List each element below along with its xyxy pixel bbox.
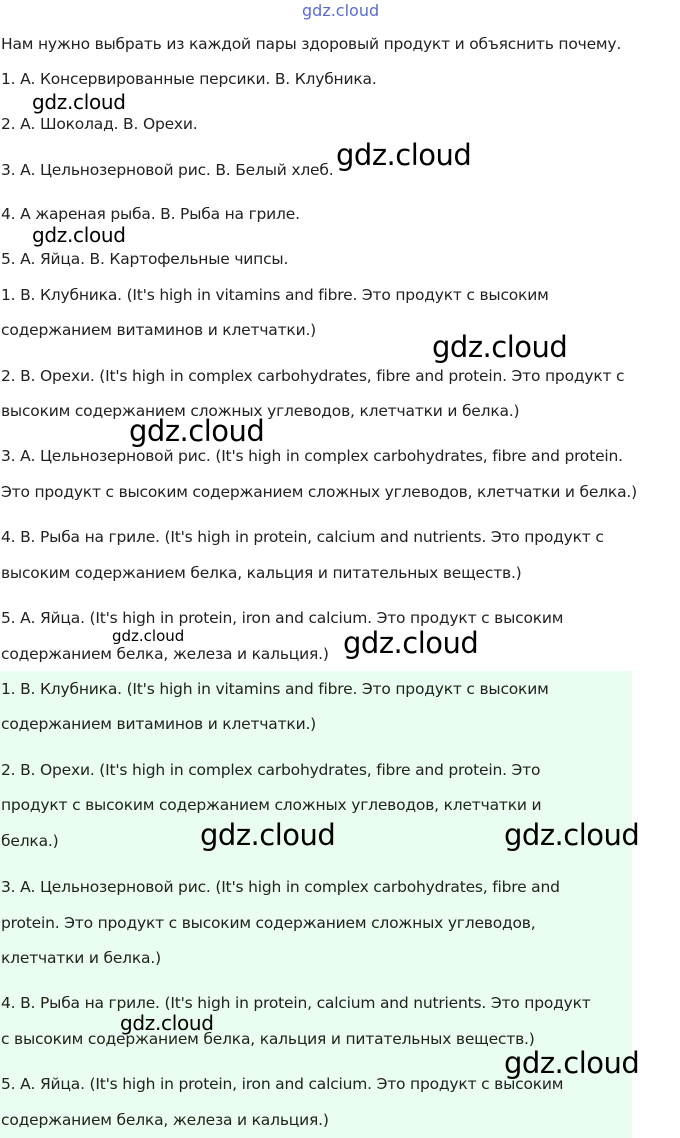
answer-line: 4. В. Рыба на гриле. (It's high in protein, calcium and nutrients. Это продукт с — [1, 528, 604, 546]
highlighted-answer-line: 4. В. Рыба на гриле. (It's high in protein, calcium and nutrients. Это продукт — [1, 994, 591, 1012]
pair-item: 2. А. Шоколад. В. Орехи. — [1, 115, 198, 133]
watermark: gdz.cloud — [32, 90, 126, 114]
watermark: gdz.cloud — [32, 223, 126, 247]
highlighted-answer-line: 1. В. Клубника. (It's high in vitamins and fibre. Это продукт с высоким — [1, 680, 549, 698]
pair-item: 1. А. Консервированные персики. В. Клубника. — [1, 70, 377, 88]
watermark: gdz.cloud — [432, 330, 568, 364]
watermark: gdz.cloud — [200, 818, 336, 852]
highlighted-answer-line: 3. А. Цельнозерновой рис. (It's high in complex carbohydrates, fibre and — [1, 878, 560, 896]
highlighted-answer-line: с высоким содержанием белка, кальция и питательных веществ.) — [1, 1030, 535, 1048]
answer-line: 3. А. Цельнозерновой рис. (It's high in complex carbohydrates, fibre and protein. — [1, 447, 623, 465]
answer-line: 2. В. Орехи. (It's high in complex carbohydrates, fibre and protein. Это продукт с — [1, 367, 625, 385]
watermark: gdz.cloud — [343, 626, 479, 660]
watermark: gdz.cloud — [336, 138, 472, 172]
header-watermark: gdz.cloud — [302, 1, 380, 20]
highlighted-answer-line: protein. Это продукт с высоким содержанием сложных углеводов, — [1, 914, 536, 932]
answer-line: содержанием витаминов и клетчатки.) — [1, 321, 317, 339]
highlighted-answer-line: содержанием белка, железа и кальция.) — [1, 1111, 329, 1129]
highlighted-answer-line: 2. В. Орехи. (It's high in complex carbohydrates, fibre and protein. Это — [1, 761, 541, 779]
highlighted-answer-line: содержанием витаминов и клетчатки.) — [1, 715, 317, 733]
answer-line: высоким содержанием белка, кальция и питательных веществ.) — [1, 564, 522, 582]
highlighted-answer-line: продукт с высоким содержанием сложных углеводов, клетчатки и — [1, 796, 542, 814]
watermark: gdz.cloud — [129, 414, 265, 448]
pair-item: 4. А жареная рыба. В. Рыба на гриле. — [1, 205, 300, 223]
answer-line: 1. В. Клубника. (It's high in vitamins and fibre. Это продукт с высоким — [1, 286, 549, 304]
highlighted-answer-line: клетчатки и белка.) — [1, 949, 161, 967]
watermark: gdz.cloud — [120, 1011, 214, 1035]
answer-line: высоким содержанием сложных углеводов, клетчатки и белка.) — [1, 402, 520, 420]
highlighted-answer-line: белка.) — [1, 832, 59, 850]
answer-line: Это продукт с высоким содержанием сложных углеводов, клетчатки и белка.) — [1, 483, 637, 501]
highlighted-answer-line: 5. А. Яйца. (It's high in protein, iron and calcium. Это продукт с высоким — [1, 1075, 564, 1093]
pair-item: 3. А. Цельнозерновой рис. В. Белый хлеб. — [1, 161, 334, 179]
answer-line: содержанием белка, железа и кальция.) — [1, 645, 329, 663]
answer-line: 5. А. Яйца. (It's high in protein, iron and calcium. Это продукт с высоким — [1, 609, 564, 627]
watermark: gdz.cloud — [112, 627, 185, 645]
intro-text: Нам нужно выбрать из каждой пары здоровый продукт и объяснить почему. — [1, 35, 622, 53]
watermark: gdz.cloud — [504, 1046, 640, 1080]
pair-item: 5. А. Яйца. В. Картофельные чипсы. — [1, 250, 289, 268]
watermark: gdz.cloud — [504, 818, 640, 852]
